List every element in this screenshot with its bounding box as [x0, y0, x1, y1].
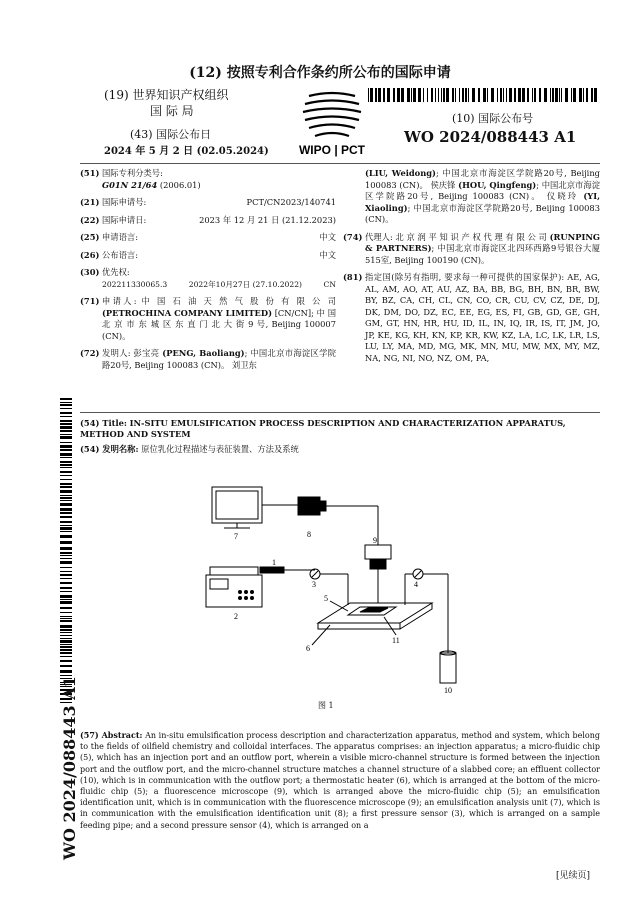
- field-num: (71): [80, 296, 100, 306]
- continued-note: [见续页]: [556, 871, 591, 881]
- applicant-zh: 申请人: 中 国 石 油 天 然 气 股 份 有 限 公 司: [102, 296, 336, 306]
- applicant-address: [CN/CN]; 中 国 北 京 市 东 城 区 东 直 门 北 大 街 9 号, Beijing 100007 (CN)。: [102, 307, 336, 341]
- field-label: 申请语言:: [102, 232, 138, 242]
- label-11: 11: [392, 636, 400, 645]
- field-label: 公布语言:: [102, 249, 138, 260]
- monitor-drawing: [212, 487, 262, 523]
- ipc-year: (2006.01): [159, 179, 201, 190]
- inventor-address: ; 中国北京市海淀区学院路20号, Beijing 100083 (CN)。 刘卫东: [102, 348, 337, 370]
- abstract-text: An in-situ emulsification process description and characterization apparatus, method and system, which belong to the fields of oilfield chemistry and colloidal interfaces. The apparatus comprises: an injection apparatus; a micro-fluidic chip (5), which has an injection port and an outflow port, wherein a visible micro-channel structure is formed between the injection port and the outflow port, and the micro-channel structure matches a channel structure of a slabbed core; an effluent collector (10), which is in communication with the outflow port; a thermostatic heater (6), which is arranged at the bottom of the micro-fluidic chip (5); a fluorescence microscope (9), which is arranged above the micro-fluidic chip (5); an emulsification identification unit, which is in communication with the fluorescence microscope (9); an emulsification analysis unit (7), which is in communication with the emulsification identification unit (8); a first pressure sensor (3), which is arranged on a sample feeding pipe; and a second pressure sensor (4), which is arranged on a: [80, 731, 601, 830]
- publication-language: 中文: [319, 249, 336, 260]
- biblio-left: [80, 168, 336, 377]
- label-8: 8: [307, 530, 311, 539]
- abstract: [80, 730, 600, 831]
- priority-country: CN: [323, 279, 336, 289]
- field-30: [80, 267, 336, 290]
- field-num: (51): [80, 168, 100, 178]
- label-7: 7: [234, 532, 238, 541]
- field-num: (81): [343, 272, 363, 282]
- field-51: [80, 168, 336, 191]
- title-zh: 原位乳化过程描述与表征装置、方法及系统: [141, 444, 299, 454]
- header-divider: [80, 163, 600, 164]
- abstract-label: (57) Abstract:: [80, 730, 143, 740]
- inventor-address: ; 中国北京市海淀区学院路20号, Beijing 100083 (CN)。 侯庆锋: [365, 168, 600, 190]
- label-3: 3: [312, 580, 316, 589]
- invention-title: [80, 418, 600, 455]
- pub-number-value: WO 2024/088443 A1: [404, 128, 577, 146]
- designated-states: 指定国(除另有指明, 要求每一种可提供的国家保护): AE, AG, AL, AM, AO, AT, AU, AZ, BA, BB, BG, BH, BN, BR, BW, BY, BZ, CA, CH, CL, CN, CO, CR, CU, CV, CZ, DE, DJ, DK, DM, DO, DZ, EC, EE, EG, ES, FI, GB, GD, GE, GH, GM, GT, HN, HR, HU, ID, IL, IN, IQ, IR, IS, IT, JM, JO, JP, KE, KG, KH, KN, KP, KR, KW, KZ, LA, LC, LK, LR, LS, LU, LY, MA, MD, MG, MK, MN, MU, MW, MX, MY, MZ, NA, NG, NI, NO, NZ, OM, PA,: [365, 272, 600, 363]
- field-num: (26): [80, 249, 100, 260]
- wipo-logo: [287, 90, 377, 160]
- agent-en: (RUNPING & PARTNERS): [365, 231, 600, 253]
- title-en: IN-SITU EMULSIFICATION PROCESS DESCRIPTION AND CHARACTERIZATION APPARATUS, METHOD AND SYSTEM: [80, 418, 566, 439]
- label-9: 9: [373, 536, 377, 545]
- label-5: 5: [324, 594, 328, 603]
- inventor-en: (HOU, Qingfeng): [458, 179, 537, 190]
- field-71: [80, 296, 336, 342]
- field-74: [343, 232, 600, 267]
- field-81: [343, 272, 600, 364]
- field-num: (72): [80, 348, 100, 358]
- org-name: (19) 世界知识产权组织: [104, 88, 229, 102]
- inventors-cont: [343, 168, 600, 226]
- pub-number-label: (10) 国际公布号: [452, 112, 534, 125]
- microscope-drawing: [365, 545, 391, 559]
- label-4: 4: [414, 580, 418, 589]
- field-num: (21): [80, 197, 100, 207]
- field-num: (30): [80, 267, 100, 277]
- camera-drawing: [298, 497, 320, 515]
- org-bureau: 国 际 局: [150, 104, 194, 118]
- inventor-en: (LIU, Weidong): [365, 168, 436, 178]
- agent-address: ; 中国北京市海淀区北四环西路9号银谷大厦515室, Beijing 100190 (CN)。: [365, 243, 600, 265]
- collector-drawing: [440, 653, 456, 683]
- field-72: [80, 348, 336, 371]
- field-22: [80, 215, 336, 227]
- wipo-logo-text: WIPO | PCT: [298, 143, 366, 157]
- ipc-code: G01N 21/64: [102, 179, 158, 190]
- inventor-address: ; 中国北京市海淀区学院路20号, Beijing 100083 (CN)。: [365, 202, 600, 224]
- inventor-en: (YI, Xiaoling): [365, 191, 600, 213]
- field-num: (74): [343, 231, 363, 242]
- apparatus-figure: [200, 475, 470, 705]
- field-label: 国际专利分类号:: [102, 168, 163, 178]
- inventor-zh: 发明人: 彭宝亮: [102, 348, 160, 358]
- pub-date-value: 2024 年 5 月 2 日 (02.05.2024): [104, 146, 269, 157]
- side-barcode: [60, 398, 72, 703]
- inventor-en: (PENG, Baoliang): [162, 348, 245, 358]
- biblio-right: [343, 168, 600, 370]
- field-label: 国际申请号:: [102, 197, 147, 207]
- label-10: 10: [444, 686, 452, 695]
- field-num: (22): [80, 214, 100, 225]
- inventor-address: ; 中国北京市海淀区学院路20号, Beijing 100083 (CN)。 仪晓玲: [365, 179, 601, 201]
- field-label: 国际申请日:: [102, 214, 147, 225]
- priority-date: 2022年10月27日 (27.10.2022): [188, 279, 302, 289]
- label-2: 2: [234, 612, 238, 621]
- document-title: (12) 按照专利合作条约所公布的国际申请: [189, 65, 451, 81]
- field-21: [80, 197, 336, 209]
- field-26: [80, 250, 336, 262]
- figure-caption: 图 1: [318, 701, 334, 710]
- label-1: 1: [272, 558, 276, 567]
- filing-language: 中文: [319, 232, 336, 242]
- label-6: 6: [306, 644, 310, 653]
- application-number: PCT/CN2023/140741: [246, 197, 336, 207]
- side-pub-number: WO 2024/088443 A1: [60, 676, 79, 860]
- agent-zh: 代理人: 北 京 润 平 知 识 产 权 代 理 有 限 公 司: [365, 231, 547, 242]
- field-25: [80, 232, 336, 244]
- title-label-en: (54) Title:: [80, 418, 127, 428]
- filing-date: 2023 年 12 月 21 日 (21.12.2023): [199, 214, 336, 225]
- priority-number: 202211330065.3: [102, 279, 168, 289]
- pub-date-label: (43) 国际公布日: [130, 128, 212, 141]
- applicant-en: (PETROCHINA COMPANY LIMITED): [102, 307, 272, 318]
- title-label-zh: (54) 发明名称:: [80, 444, 139, 454]
- header-barcode: [368, 88, 600, 102]
- field-label: 优先权:: [102, 267, 130, 277]
- field-num: (25): [80, 232, 100, 242]
- title-divider: [80, 412, 600, 413]
